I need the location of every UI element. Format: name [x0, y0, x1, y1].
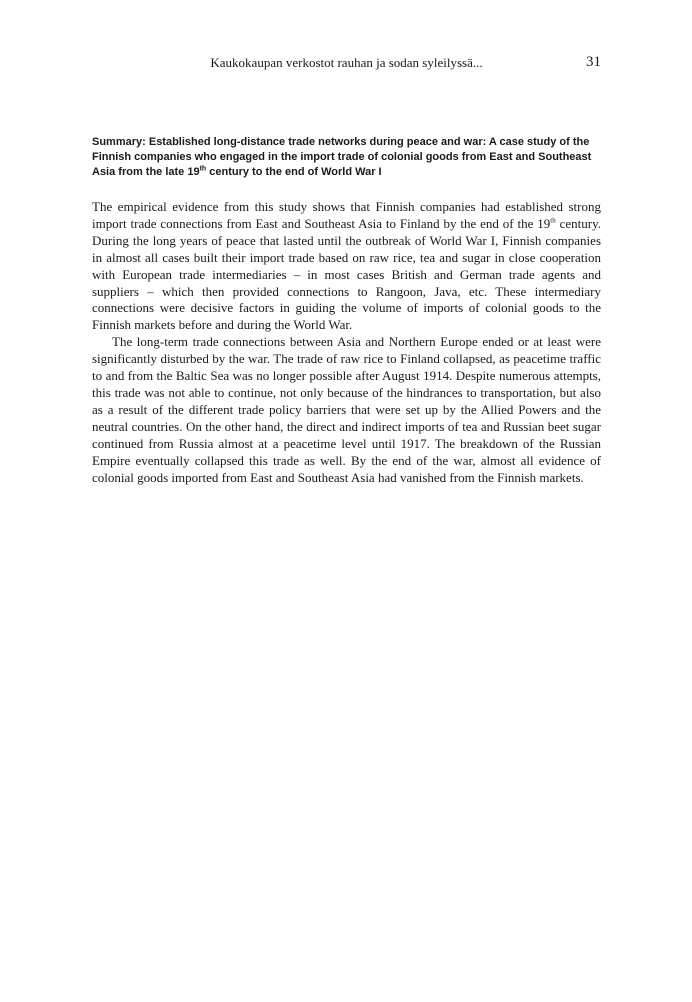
summary-heading-superscript: th — [199, 165, 207, 173]
paragraph-1-superscript: th — [550, 216, 556, 225]
page-number: 31 — [586, 54, 601, 70]
summary-heading — [92, 135, 601, 180]
paragraph-1-text-end: century. During the long years of peace that lasted until the outbreak of World War I, Finnish companies in almost all cases built their import trade based on raw rice, tea and sugar in close cooperation with European trade intermediaries – in most cases British and German trade agents and suppliers – which then provided connections to Rangoon, Java, etc. These intermediary connections were decisive factors in guiding the volume of imports of colonial goods to the Finnish markets before and during the World War. — [92, 215, 601, 333]
summary-heading-text-end: century to the end of World War I — [206, 166, 382, 178]
paragraph-1-text: The empirical evidence from this study shows that Finnish companies had established strong import trade connections from East and Southeast Asia to Finland by the end of the 19 — [92, 199, 601, 231]
summary-heading-text: Summary: Established long-distance trade networks during peace and war: A case study of the Finnish companies who engaged in the import trade of colonial goods from East and Southeast Asia from the late 19 — [92, 136, 592, 178]
paragraph-1 — [92, 199, 601, 334]
summary-body — [92, 199, 601, 486]
paragraph-2: The long-term trade connections between Asia and Northern Europe ended or at least were significantly disturbed by the war. The trade of raw rice to Finland collapsed, as peacetime traffic to and from the Baltic Sea was no longer possible after August 1914. Despite numerous attempts, this trade was not able to continue, not only because of the hindrances to transportation, but also as a result of the different trade policy barriers that were set up by the Allied Powers and the neutral countries. On the other hand, the direct and indirect imports of tea and Russian beet sugar continued from Russia almost at a peacetime level until 1917. The breakdown of the Russian Empire eventually collapsed this trade as well. By the end of the war, almost all evidence of colonial goods imported from East and Southeast Asia had vanished from the Finnish markets. — [92, 334, 601, 485]
running-header — [92, 54, 601, 72]
running-header-title: Kaukokaupan verkostot rauhan ja sodan syleilyssä... — [210, 55, 483, 70]
